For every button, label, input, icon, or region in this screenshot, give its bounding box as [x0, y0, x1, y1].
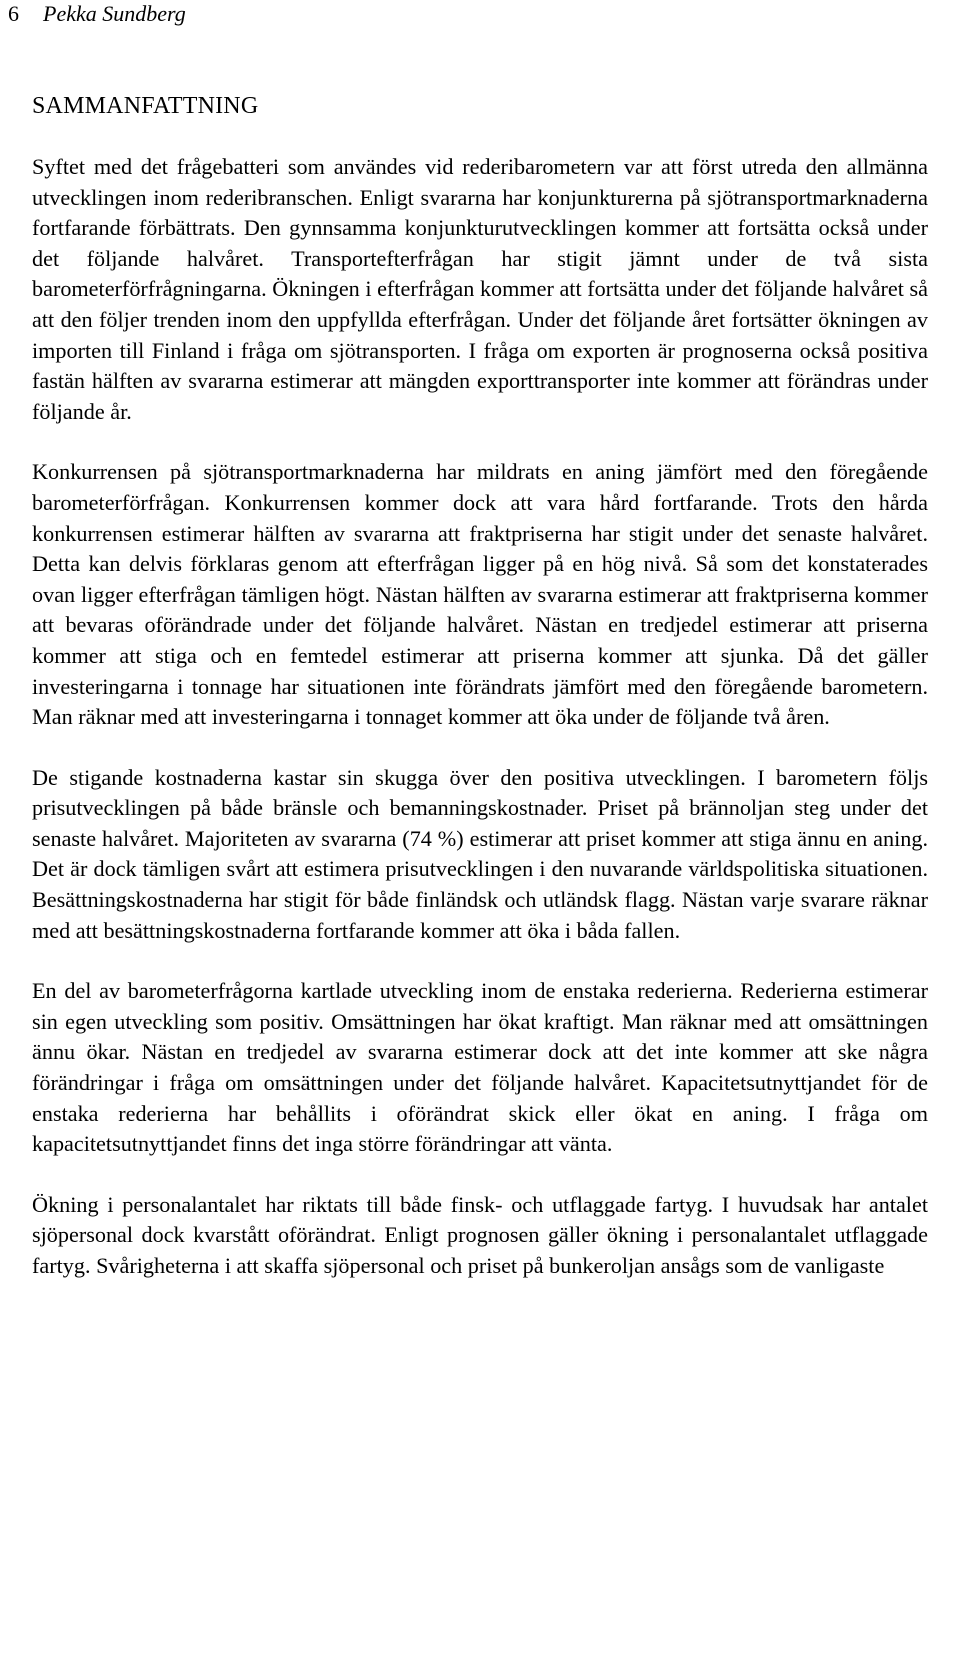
page-number: 6	[8, 1, 19, 26]
paragraph-costs: De stigande kostnaderna kastar sin skugga över den positiva utvecklingen. I barometern följs prisutvecklingen på både bränsle och bemanningskostnader. Priset på brännoljan steg under det senaste halvåret. Majoriteten av svararna (74 %) estimerar att priset kommer att stiga ännu en aning. Det är dock tämligen svårt att estimera prisutvecklingen i den nuvarande världspolitiska situationen. Besättningskostnaderna har stigit för både finländsk och utländsk flagg. Nästan varje svarare räknar med att besättningskostnaderna fortfarande kommer att öka i båda fallen.	[32, 764, 928, 943]
paragraph-competition: Konkurrensen på sjötransportmarknaderna har mildrats en aning jämfört med den föregående barometerförfrågan. Konkurrensen kommer dock att vara hård fortfarande. Trots den hårda konkurrensen estimerar hälften av svararna att fraktpriserna har stigit under det senaste halvåret. Detta kan delvis förklaras genom att efterfrågan ligger på en hög nivå. Så som det konstaterades ovan ligger efterfrågan tämligen högt. Nästan hälften av svararna estimerar att fraktpriserna kommer att bevaras oförändrade under det följande halvåret. Nästan en tredjedel estimerar att priserna kommer att stiga och en femtedel estimerar att priserna kommer att sjunka. Då det gäller investeringarna i tonnage har situationen inte förändrats jämfört med den föregående barometern. Man räknar med att investeringarna i tonnaget kommer att öka under de följande två åren.	[32, 459, 928, 730]
paragraph-general-development: Syftet med det frågebatteri som användes vid rederibarometern var att först utreda den allmänna utvecklingen inom rederibranschen. Enligt svararna har konjunkturerna på sjötransportmarknaderna fortfarande förbättrats. Den gynnsamma konjunkturutvecklingen kommer att fortsätta också under det följande halvåret. Transportefterfrågan har stigit jämnt under de två sista barometerförfrågningarna. Ökningen i efterfrågan kommer att fortsätta under det följande halvåret så att den följer trenden inom den uppfyllda efterfrågan. Under det följande året fortsätter ökningen av importen till Finland i fråga om sjötransporten. I fråga om exporten är prognoserna också positiva fastän hälften av svararna estimerar att mängden exporttransporter inte kommer att förändras under följande år.	[32, 154, 928, 424]
paragraph-personnel: Ökning i personalantalet har riktats till både finsk- och utflaggade fartyg. I huvudsak har antalet sjöpersonal dock kvarstått oförändrat. Enligt prognosen gäller ökning i personalantalet utflaggade fartyg. Svårigheterna i att skaffa sjöpersonal och priset på bunkeroljan ansågs som de vanligaste	[32, 1191, 928, 1278]
section-title: SAMMANFATTNING	[32, 93, 259, 119]
paragraph-shipping-companies: En del av barometerfrågorna kartlade utveckling inom de enstaka rederierna. Rederierna estimerar sin egen utveckling som positiv. Omsättningen har ökat kraftigt. Man räknar med att omsättningen ännu ökar. Nästan en tredjedel av svararna estimerar dock att det inte kommer att ske några förändringar i fråga om omsättningen under det följande halvåret. Kapacitetsutnyttjandet för de enstaka rederierna har behållits i oförändrat skick eller ökat en aning. I fråga om kapacitetsutnyttjandet finns det inga större förändringar att vänta.	[32, 978, 928, 1157]
summary-body	[32, 152, 928, 1282]
running-header	[8, 0, 186, 28]
author-name: Pekka Sundberg	[43, 1, 186, 26]
